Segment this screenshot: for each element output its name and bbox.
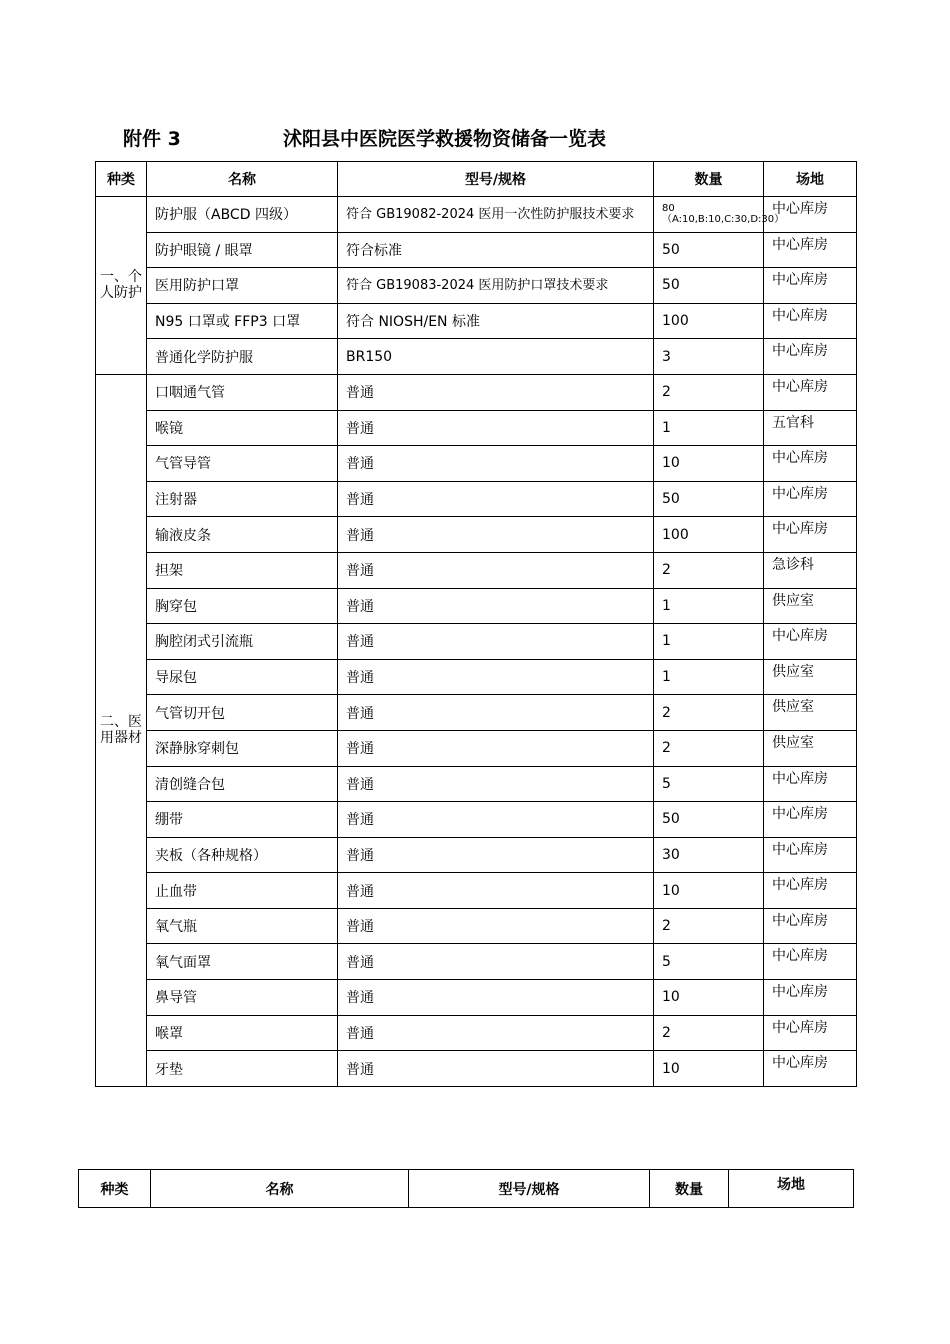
- table-row: [96, 980, 857, 1016]
- table-row: [96, 730, 857, 766]
- name-cell: 导尿包: [147, 659, 338, 695]
- name-cell: 深静脉穿刺包: [147, 730, 338, 766]
- spec-cell: 普通: [338, 446, 654, 482]
- quantity-cell: 50: [654, 268, 764, 304]
- footer-header-name: 名称: [151, 1170, 409, 1208]
- location-cell: 中心库房: [764, 873, 857, 909]
- table-row: [96, 802, 857, 838]
- column-header-name: 名称: [147, 162, 338, 197]
- location-cell: 急诊科: [764, 552, 857, 588]
- quantity-cell: 80（A:10,B:10,C:30,D:30）: [654, 197, 764, 233]
- table-row: [96, 837, 857, 873]
- spec-cell: 符合 NIOSH/EN 标准: [338, 303, 654, 339]
- location-cell: 中心库房: [764, 908, 857, 944]
- name-cell: 喉罩: [147, 1015, 338, 1051]
- spec-cell: 普通: [338, 980, 654, 1016]
- quantity-cell: 10: [654, 873, 764, 909]
- footer-header-category: 种类: [79, 1170, 151, 1208]
- column-header-location: 场地: [764, 162, 857, 197]
- name-cell: 气管导管: [147, 446, 338, 482]
- quantity-cell: 2: [654, 1015, 764, 1051]
- quantity-cell: 50: [654, 481, 764, 517]
- footer-header-location: 场地: [729, 1170, 854, 1208]
- spec-cell: 符合标准: [338, 232, 654, 268]
- spec-cell: 普通: [338, 908, 654, 944]
- quantity-cell: 2: [654, 730, 764, 766]
- spec-cell: BR150: [338, 339, 654, 375]
- table-row: [96, 197, 857, 233]
- column-header-quantity: 数量: [654, 162, 764, 197]
- name-cell: 绷带: [147, 802, 338, 838]
- name-cell: 医用防护口罩: [147, 268, 338, 304]
- location-cell: 中心库房: [764, 197, 857, 233]
- location-cell: 中心库房: [764, 339, 857, 375]
- quantity-cell: 50: [654, 802, 764, 838]
- quantity-cell: 100: [654, 303, 764, 339]
- spec-cell: 普通: [338, 481, 654, 517]
- spec-cell: 普通: [338, 1051, 654, 1087]
- name-cell: 牙垫: [147, 1051, 338, 1087]
- quantity-cell: 2: [654, 374, 764, 410]
- name-cell: 口咽通气管: [147, 374, 338, 410]
- name-cell: 注射器: [147, 481, 338, 517]
- quantity-cell: 1: [654, 624, 764, 660]
- table-row: [96, 1051, 857, 1087]
- table-row: [96, 339, 857, 375]
- table-row: [96, 944, 857, 980]
- name-cell: 胸穿包: [147, 588, 338, 624]
- quantity-cell: 1: [654, 410, 764, 446]
- spec-cell: 普通: [338, 1015, 654, 1051]
- location-cell: 中心库房: [764, 517, 857, 553]
- spec-cell: 普通: [338, 588, 654, 624]
- location-cell: 供应室: [764, 695, 857, 731]
- table-row: [96, 588, 857, 624]
- quantity-cell: 50: [654, 232, 764, 268]
- location-cell: 中心库房: [764, 446, 857, 482]
- spec-cell: 符合 GB19083-2024 医用防护口罩技术要求: [338, 268, 654, 304]
- name-cell: 氧气面罩: [147, 944, 338, 980]
- quantity-cell: 2: [654, 908, 764, 944]
- location-cell: 中心库房: [764, 303, 857, 339]
- location-cell: 中心库房: [764, 802, 857, 838]
- table-row: [96, 268, 857, 304]
- table-row: [96, 374, 857, 410]
- table-row: [96, 517, 857, 553]
- quantity-cell: 3: [654, 339, 764, 375]
- location-cell: 中心库房: [764, 837, 857, 873]
- name-cell: 氧气瓶: [147, 908, 338, 944]
- location-cell: 中心库房: [764, 766, 857, 802]
- spec-cell: 普通: [338, 552, 654, 588]
- quantity-cell: 10: [654, 446, 764, 482]
- table-row: [96, 232, 857, 268]
- location-cell: 中心库房: [764, 374, 857, 410]
- name-cell: 普通化学防护服: [147, 339, 338, 375]
- spec-cell: 普通: [338, 659, 654, 695]
- quantity-cell: 5: [654, 944, 764, 980]
- name-cell: 输液皮条: [147, 517, 338, 553]
- location-cell: 五官科: [764, 410, 857, 446]
- repeated-header-row: [79, 1170, 854, 1208]
- name-cell: 鼻导管: [147, 980, 338, 1016]
- table-row: [96, 695, 857, 731]
- quantity-cell: 100: [654, 517, 764, 553]
- location-cell: 中心库房: [764, 624, 857, 660]
- table-row: [96, 659, 857, 695]
- quantity-cell: 1: [654, 659, 764, 695]
- attachment-label: 附件 3: [123, 128, 181, 150]
- column-header-category: 种类: [96, 162, 147, 197]
- spec-cell: 普通: [338, 374, 654, 410]
- name-cell: 清创缝合包: [147, 766, 338, 802]
- quantity-cell: 10: [654, 1051, 764, 1087]
- location-cell: 中心库房: [764, 268, 857, 304]
- location-cell: 中心库房: [764, 1015, 857, 1051]
- spec-cell: 普通: [338, 873, 654, 909]
- spec-cell: 普通: [338, 695, 654, 731]
- table-row: [96, 481, 857, 517]
- location-cell: 中心库房: [764, 232, 857, 268]
- quantity-cell: 5: [654, 766, 764, 802]
- name-cell: 止血带: [147, 873, 338, 909]
- quantity-cell: 2: [654, 695, 764, 731]
- quantity-cell: 2: [654, 552, 764, 588]
- location-cell: 中心库房: [764, 944, 857, 980]
- table-row: [96, 446, 857, 482]
- table-row: [96, 766, 857, 802]
- table-row: [96, 410, 857, 446]
- table-body: [96, 197, 857, 1087]
- location-cell: 供应室: [764, 730, 857, 766]
- table-row: [96, 552, 857, 588]
- table-row: [96, 303, 857, 339]
- name-cell: 担架: [147, 552, 338, 588]
- spec-cell: 普通: [338, 624, 654, 660]
- footer-header-spec: 型号/规格: [409, 1170, 650, 1208]
- document-title: 沭阳县中医院医学救援物资储备一览表: [283, 128, 607, 150]
- name-cell: 气管切开包: [147, 695, 338, 731]
- name-cell: 胸腔闭式引流瓶: [147, 624, 338, 660]
- name-cell: 喉镜: [147, 410, 338, 446]
- repeated-header-table: [78, 1169, 854, 1208]
- spec-cell: 普通: [338, 837, 654, 873]
- supplies-table: [95, 161, 857, 1087]
- column-header-spec: 型号/规格: [338, 162, 654, 197]
- quantity-cell: 10: [654, 980, 764, 1016]
- location-cell: 中心库房: [764, 980, 857, 1016]
- table-row: [96, 1015, 857, 1051]
- table-row: [96, 624, 857, 660]
- spec-cell: 普通: [338, 730, 654, 766]
- title-row: [0, 124, 950, 152]
- name-cell: 防护眼镜 / 眼罩: [147, 232, 338, 268]
- quantity-cell: 1: [654, 588, 764, 624]
- category-cell: 一、个人防护: [96, 197, 147, 375]
- spec-cell: 普通: [338, 944, 654, 980]
- location-cell: 中心库房: [764, 481, 857, 517]
- spec-cell: 普通: [338, 517, 654, 553]
- table-header-row: [96, 162, 857, 197]
- name-cell: 防护服（ABCD 四级）: [147, 197, 338, 233]
- location-cell: 供应室: [764, 659, 857, 695]
- spec-cell: 普通: [338, 410, 654, 446]
- spec-cell: 普通: [338, 802, 654, 838]
- location-cell: 中心库房: [764, 1051, 857, 1087]
- location-cell: 供应室: [764, 588, 857, 624]
- category-cell: 二、医用器材: [96, 374, 147, 1086]
- spec-cell: 符合 GB19082-2024 医用一次性防护服技术要求: [338, 197, 654, 233]
- table-row: [96, 873, 857, 909]
- quantity-cell: 30: [654, 837, 764, 873]
- footer-header-quantity: 数量: [650, 1170, 729, 1208]
- name-cell: 夹板（各种规格）: [147, 837, 338, 873]
- table-row: [96, 908, 857, 944]
- spec-cell: 普通: [338, 766, 654, 802]
- name-cell: N95 口罩或 FFP3 口罩: [147, 303, 338, 339]
